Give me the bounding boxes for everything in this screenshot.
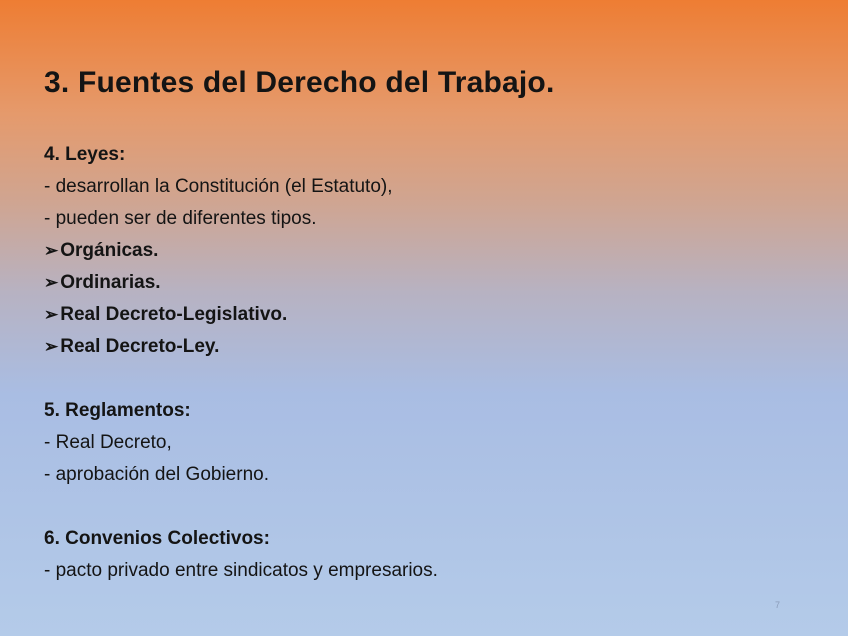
section-heading-convenios: 6. Convenios Colectivos: <box>44 528 270 549</box>
arrow-bullet-icon: ➢ <box>44 337 59 356</box>
leyes-type-item <box>44 335 219 359</box>
leyes-type-item <box>44 239 158 263</box>
arrow-bullet-icon: ➢ <box>44 241 59 260</box>
section-heading-reglamentos: 5. Reglamentos: <box>44 400 191 421</box>
leyes-type-item <box>44 271 161 295</box>
leyes-line-1: - desarrollan la Constitución (el Estatuto), <box>44 176 393 197</box>
page-number: 7 <box>774 600 780 610</box>
section-heading-leyes: 4. Leyes: <box>44 144 126 165</box>
arrow-bullet-icon: ➢ <box>44 305 59 324</box>
reglamentos-line-1: - Real Decreto, <box>44 432 172 453</box>
arrow-bullet-icon: ➢ <box>44 273 59 292</box>
leyes-type-item <box>44 303 287 327</box>
leyes-line-2: - pueden ser de diferentes tipos. <box>44 208 317 229</box>
leyes-type-label: Ordinarias. <box>60 272 161 293</box>
convenios-line-1: - pacto privado entre sindicatos y empresarios. <box>44 560 438 581</box>
slide-title: 3. Fuentes del Derecho del Trabajo. <box>44 66 555 99</box>
reglamentos-line-2: - aprobación del Gobierno. <box>44 464 269 485</box>
leyes-type-label: Real Decreto-Legislativo. <box>60 304 288 325</box>
leyes-type-label: Real Decreto-Ley. <box>60 336 220 357</box>
leyes-type-label: Orgánicas. <box>60 240 159 261</box>
